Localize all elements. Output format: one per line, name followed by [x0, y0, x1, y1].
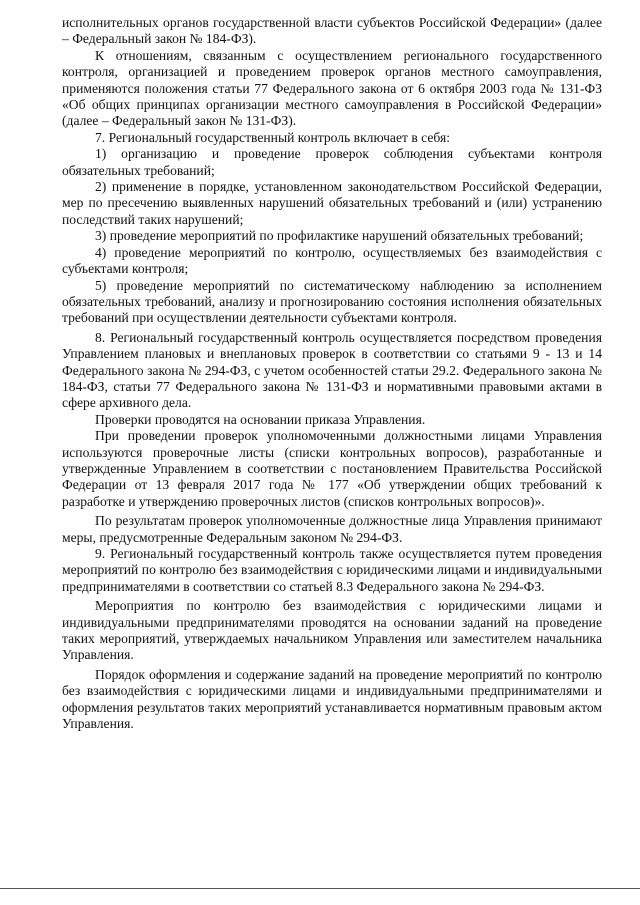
paragraph-subitem-3: 3) проведение мероприятий по профилактике нарушений обязательных требований;: [95, 228, 584, 244]
paragraph-subitem-1: 1) организацию и проведение проверок соблюдения субъектами контроля обязательных требований;: [62, 146, 602, 178]
paragraph-inspections-basis: Проверки проводятся на основании приказа Управления.: [95, 411, 426, 427]
paragraph-item-8: 8. Региональный государственный контроль осуществляется посредством проведения Управлением плановых и внеплановых проверок в соответствии со статьями 9 - 13 и 14 Федерального закона № 294-ФЗ, с учетом особенностей статьи 29.2. Федерального закона № 184-ФЗ, статьи 77 Федерального закона № 131-ФЗ и нормативными правовыми актами в сфере архивного дела.: [62, 329, 602, 411]
paragraph-control-measures: Мероприятия по контролю без взаимодействия с юридическими лицами и индивидуальными предпринимателями проводятся на основании заданий на проведение таких мероприятий, утверждаемых начальником Управления или заместителем начальника Управления.: [62, 598, 602, 663]
paragraph-inspection-results: По результатам проверок уполномоченные должностные лица Управления принимают меры, предусмотренные Федеральным законом № 294-ФЗ.: [62, 513, 602, 545]
paragraph-subitem-5: 5) проведение мероприятий по систематическому наблюдению за исполнением обязательных требований, анализу и прогнозированию состояния исполнения обязательных требований при осуществлении деятельности субъектами контроля.: [62, 277, 602, 326]
page-bottom-rule: [0, 888, 640, 889]
document-page: [62, 15, 602, 732]
paragraph-continuation: исполнительных органов государственной власти субъектов Российской Федерации» (далее – Федеральный закон № 184-ФЗ).: [62, 15, 602, 47]
paragraph-procedure: Порядок оформления и содержание заданий на проведение мероприятий по контролю без взаимодействия с юридическими лицами и индивидуальными предпринимателями и оформления результатов таких мероприятий устанавливается нормативным правовым актом Управления.: [62, 666, 602, 732]
paragraph-checklists: При проведении проверок уполномоченными должностными лицами Управления используются проверочные листы (списки контрольных вопросов), разработанные и утвержденные Управлением в соответствии с постановлением Правительства Российской Федерации от 13 февраля 2017 года № 177 «Об утверждении общих требований к разработке и утверждению проверочных листов (списков контрольных вопросов)».: [62, 428, 602, 509]
paragraph-relations: К отношениям, связанным с осуществлением регионального государственного контроля, организацией и проведением проверок органов местного самоуправления, применяются положения статьи 77 Федерального закона от 6 октября 2003 года № 131-ФЗ «Об общих принципах организации местного самоуправления в Российской Федерации» (далее – Федеральный закон № 131-ФЗ).: [62, 47, 602, 129]
paragraph-subitem-4: 4) проведение мероприятий по контролю, осуществляемых без взаимодействия с субъектами контроля;: [62, 244, 602, 277]
paragraph-item-7: 7. Региональный государственный контроль включает в себя:: [95, 129, 450, 145]
paragraph-subitem-2: 2) применение в порядке, установленном законодательством Российской Федерации, мер по пресечению выявленных нарушений обязательных требований и (или) устранению последствий таких нарушений;: [62, 179, 602, 227]
paragraph-item-9: 9. Региональный государственный контроль также осуществляется путем проведения мероприятий по контролю без взаимодействия с юридическими лицами и индивидуальными предпринимателями в соответствии со статьей 8.3 Федерального закона № 294-ФЗ.: [62, 546, 602, 594]
